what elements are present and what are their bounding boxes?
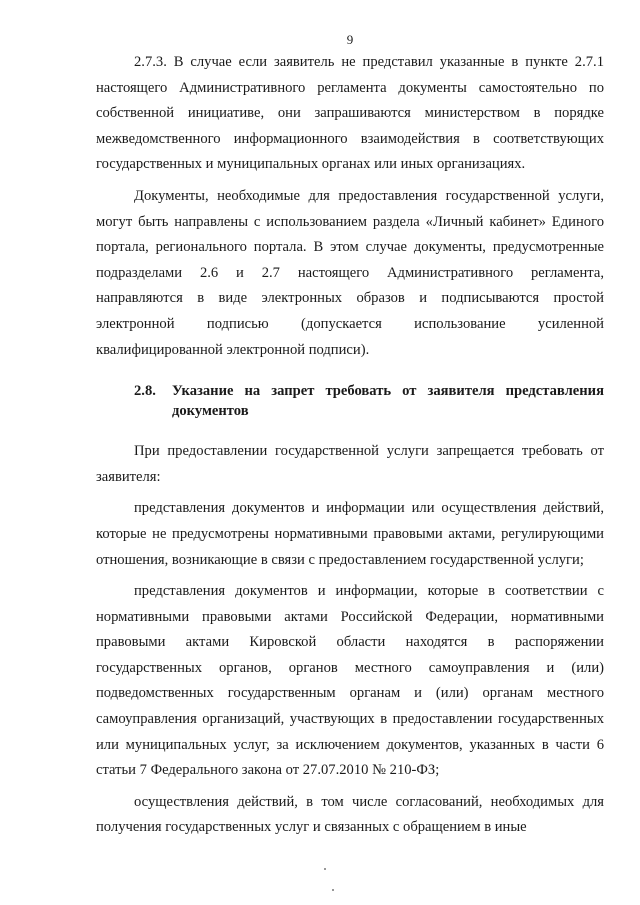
paragraph-prohibition-item-2: представления документов и информации, которые в соответствии с нормативными правовыми актами Российской Федерации, нормативными правовыми актами Кировской области находятся в распоряжении государственных органов, органов местного самоуправления и (или) подведомственных государственным органам и (или) органам местного самоуправления организаций, участвующих в предоставлении государственных или муниципальных услуг, за исключением документов, указанных в части 6 статьи 7 Федерального закона от 27.07.2010 № 210-ФЗ; <box>96 583 604 779</box>
page-number: 9 <box>346 32 354 47</box>
section-number: 2.8. <box>134 383 156 400</box>
page-body <box>96 50 604 841</box>
paragraph-electronic-submission: Документы, необходимые для предоставления государственной услуги, могут быть направлены с использованием раздела «Личный кабинет» Единого портала, регионального портала. В этом случае документы, предусмотренные подразделами 2.6 и 2.7 настоящего Административного регламента, направляются в виде электронных образов и подписываются простой электронной подписью (допускается использование усиленной квалифицированной электронной подписи). <box>96 187 604 358</box>
paragraph-prohibition-intro: При предоставлении государственной услуги запрещается требовать от заявителя: <box>96 443 604 485</box>
scan-speck <box>324 868 326 870</box>
section-spacer <box>96 363 604 381</box>
paragraph-2-7-3: 2.7.3. В случае если заявитель не представил указанные в пункте 2.7.1 настоящего Административного регламента документы самостоятельно по собственной инициативе, они запрашиваются министерством в порядке межведомственного информационного взаимодействия в соответствующих государственных и муниципальных органах или иных организациях. <box>96 54 604 173</box>
scan-speck <box>332 889 334 891</box>
paragraph-prohibition-item-1: представления документов и информации или осуществления действий, которые не предусмотрены нормативными правовыми актами, регулирующими отношения, возникающие в связи с предоставлением государственной услуги; <box>96 500 604 568</box>
paragraph-prohibition-item-3: осуществления действий, в том числе согласований, необходимых для получения государственных услуг и связанных с обращением в иные <box>96 793 604 836</box>
section-heading <box>96 381 604 421</box>
section-spacer <box>96 421 604 439</box>
section-title: Указание на запрет требовать от заявителя представления документов <box>172 383 604 420</box>
